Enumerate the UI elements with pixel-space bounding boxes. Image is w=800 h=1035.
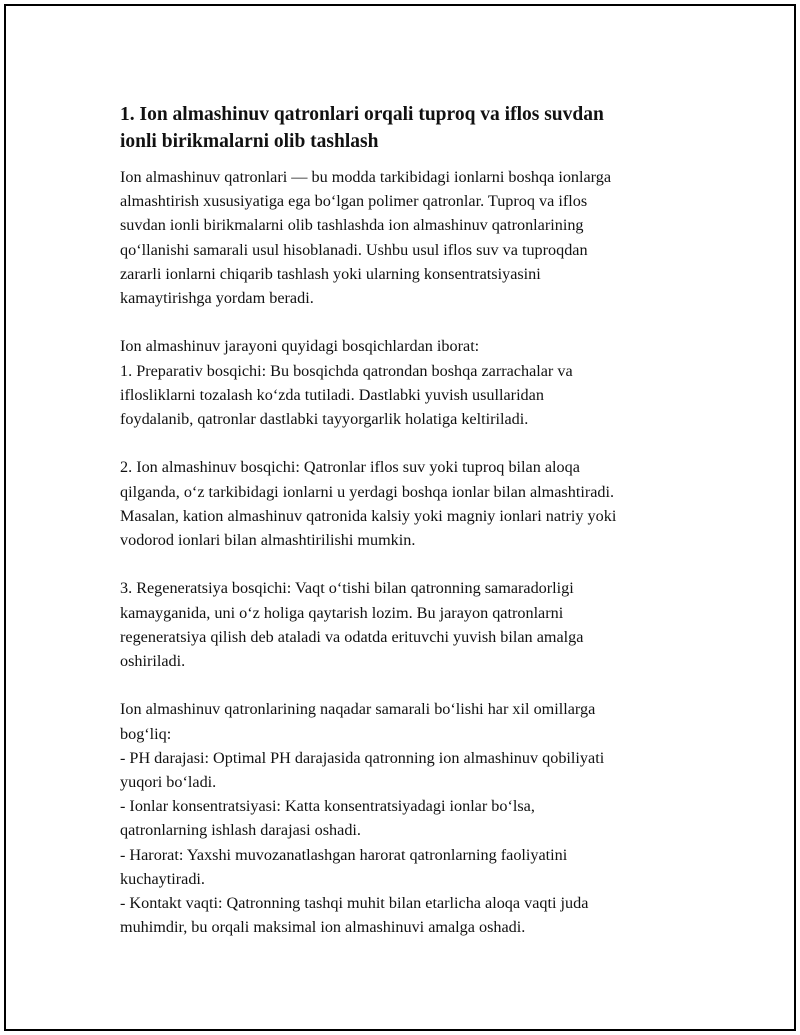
- paragraph-stages: [120, 334, 690, 431]
- paragraph-line: Ion almashinuv qatronlarining naqadar samarali bo‘lishi har xil omillarga: [120, 700, 596, 719]
- paragraph-line: - Harorat: Yaxshi muvozanatlashgan harorat qatronlarning faoliyatini: [120, 845, 568, 864]
- paragraph-line: bog‘liq:: [120, 724, 172, 743]
- paragraph-intro: [120, 165, 690, 310]
- title-line: ionli birikmalarni olib tashlash: [120, 131, 379, 152]
- paragraph-line: vodorod ionlari bilan almashtirilishi mumkin.: [120, 531, 416, 550]
- paragraph-line: Ion almashinuv jarayoni quyidagi bosqichlardan iborat:: [120, 337, 480, 356]
- paragraph-line: almashtirish xususiyatiga ega bo‘lgan polimer qatronlar. Tuproq va iflos: [120, 192, 588, 211]
- paragraph-regeneration-stage: [120, 576, 690, 673]
- paragraph-line: qo‘llanishi samarali usul hisoblanadi. Ushbu usul iflos suv va tuproqdan: [120, 240, 588, 259]
- paragraph-line: - Kontakt vaqti: Qatronning tashqi muhit bilan etarlicha aloqa vaqti juda: [120, 894, 589, 913]
- paragraph-line: oshiriladi.: [120, 652, 186, 671]
- paragraph-line: iflosliklarni tozalash ko‘zda tutiladi. Dastlabki yuvish usullaridan: [120, 385, 544, 404]
- paragraph-line: foydalanib, qatronlar dastlabki tayyorgarlik holatiga keltiriladi.: [120, 410, 529, 429]
- paragraph-line: kamaytirishga yordam beradi.: [120, 289, 314, 308]
- paragraph-line: - Ionlar konsentratsiyasi: Katta konsentratsiyadagi ionlar bo‘lsa,: [120, 797, 535, 816]
- paragraph-line: qatronlarning ishlash darajasi oshadi.: [120, 821, 361, 840]
- paragraph-line: 2. Ion almashinuv bosqichi: Qatronlar iflos suv yoki tuproq bilan aloqa: [120, 458, 580, 477]
- paragraph-line: suvdan ionli birikmalarni olib tashlashda ion almashinuv qatronlarining: [120, 216, 584, 235]
- paragraph-exchange-stage: [120, 455, 690, 552]
- paragraph-line: 1. Preparativ bosqichi: Bu bosqichda qatrondan boshqa zarrachalar va: [120, 361, 573, 380]
- paragraph-line: kuchaytiradi.: [120, 869, 205, 888]
- paragraph-line: Ion almashinuv qatronlari — bu modda tarkibidagi ionlarni boshqa ionlarga: [120, 168, 612, 186]
- paragraph-line: yuqori bo‘ladi.: [120, 773, 217, 792]
- paragraph-line: muhimdir, bu orqali maksimal ion almashinuvi amalga oshadi.: [120, 918, 526, 937]
- paragraph-line: kamayganida, uni o‘z holiga qaytarish lozim. Bu jarayon qatronlarni: [120, 603, 564, 622]
- document-title: [120, 101, 690, 155]
- paragraph-line: 3. Regeneratsiya bosqichi: Vaqt o‘tishi bilan qatronning samaradorligi: [120, 579, 574, 598]
- paragraph-line: regeneratsiya qilish deb ataladi va odatda erituvchi yuvish bilan amalga: [120, 627, 584, 646]
- paragraph-factors: [120, 697, 690, 939]
- paragraph-line: - PH darajasi: Optimal PH darajasida qatronning ion almashinuv qobiliyati: [120, 748, 605, 767]
- document-body: [120, 101, 690, 964]
- title-line: 1. Ion almashinuv qatronlari orqali tuproq va iflos suvdan: [120, 104, 604, 125]
- paragraph-line: qilganda, o‘z tarkibidagi ionlarni u yerdagi boshqa ionlar bilan almashtiradi.: [120, 482, 615, 501]
- page-frame: [4, 4, 796, 1031]
- paragraph-line: zararli ionlarni chiqarib tashlash yoki ularning konsentratsiyasini: [120, 264, 541, 283]
- paragraph-line: Masalan, kation almashinuv qatronida kalsiy yoki magniy ionlari natriy yoki: [120, 506, 617, 525]
